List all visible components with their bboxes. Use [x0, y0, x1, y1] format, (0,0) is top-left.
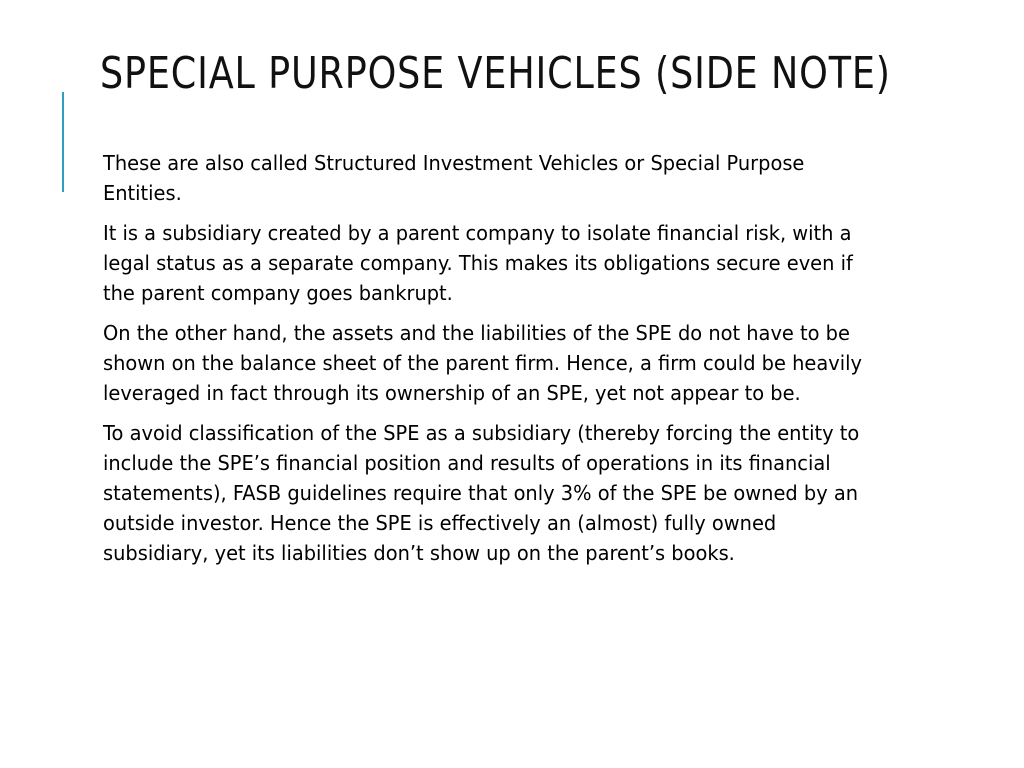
- body-paragraph-4: To avoid classification of the SPE as a subsidiary (thereby forcing the entity to include the SPE’s financial position and results of operations in its financial statements), FASB guidelines require that only 3% of the SPE be owned by an outside investor. Hence the SPE is effectively an (almost) fully owned subsidiary, yet its liabilities don’t show up on the parent’s books.: [103, 421, 860, 565]
- body-paragraph-1: These are also called Structured Investment Vehicles or Special Purpose Entities.: [103, 151, 805, 205]
- slide-body: [103, 148, 1003, 578]
- slide-title: SPECIAL PURPOSE VEHICLES (SIDE NOTE): [100, 48, 891, 99]
- accent-bar: [62, 92, 64, 192]
- body-paragraph-2: It is a subsidiary created by a parent company to isolate financial risk, with a legal status as a separate company. This makes its obligations secure even if the parent company goes bankrupt.: [103, 221, 853, 305]
- body-paragraph-3: On the other hand, the assets and the liabilities of the SPE do not have to be shown on the balance sheet of the parent firm. Hence, a firm could be heavily leveraged in fact through its ownership of an SPE, yet not appear to be.: [103, 321, 862, 405]
